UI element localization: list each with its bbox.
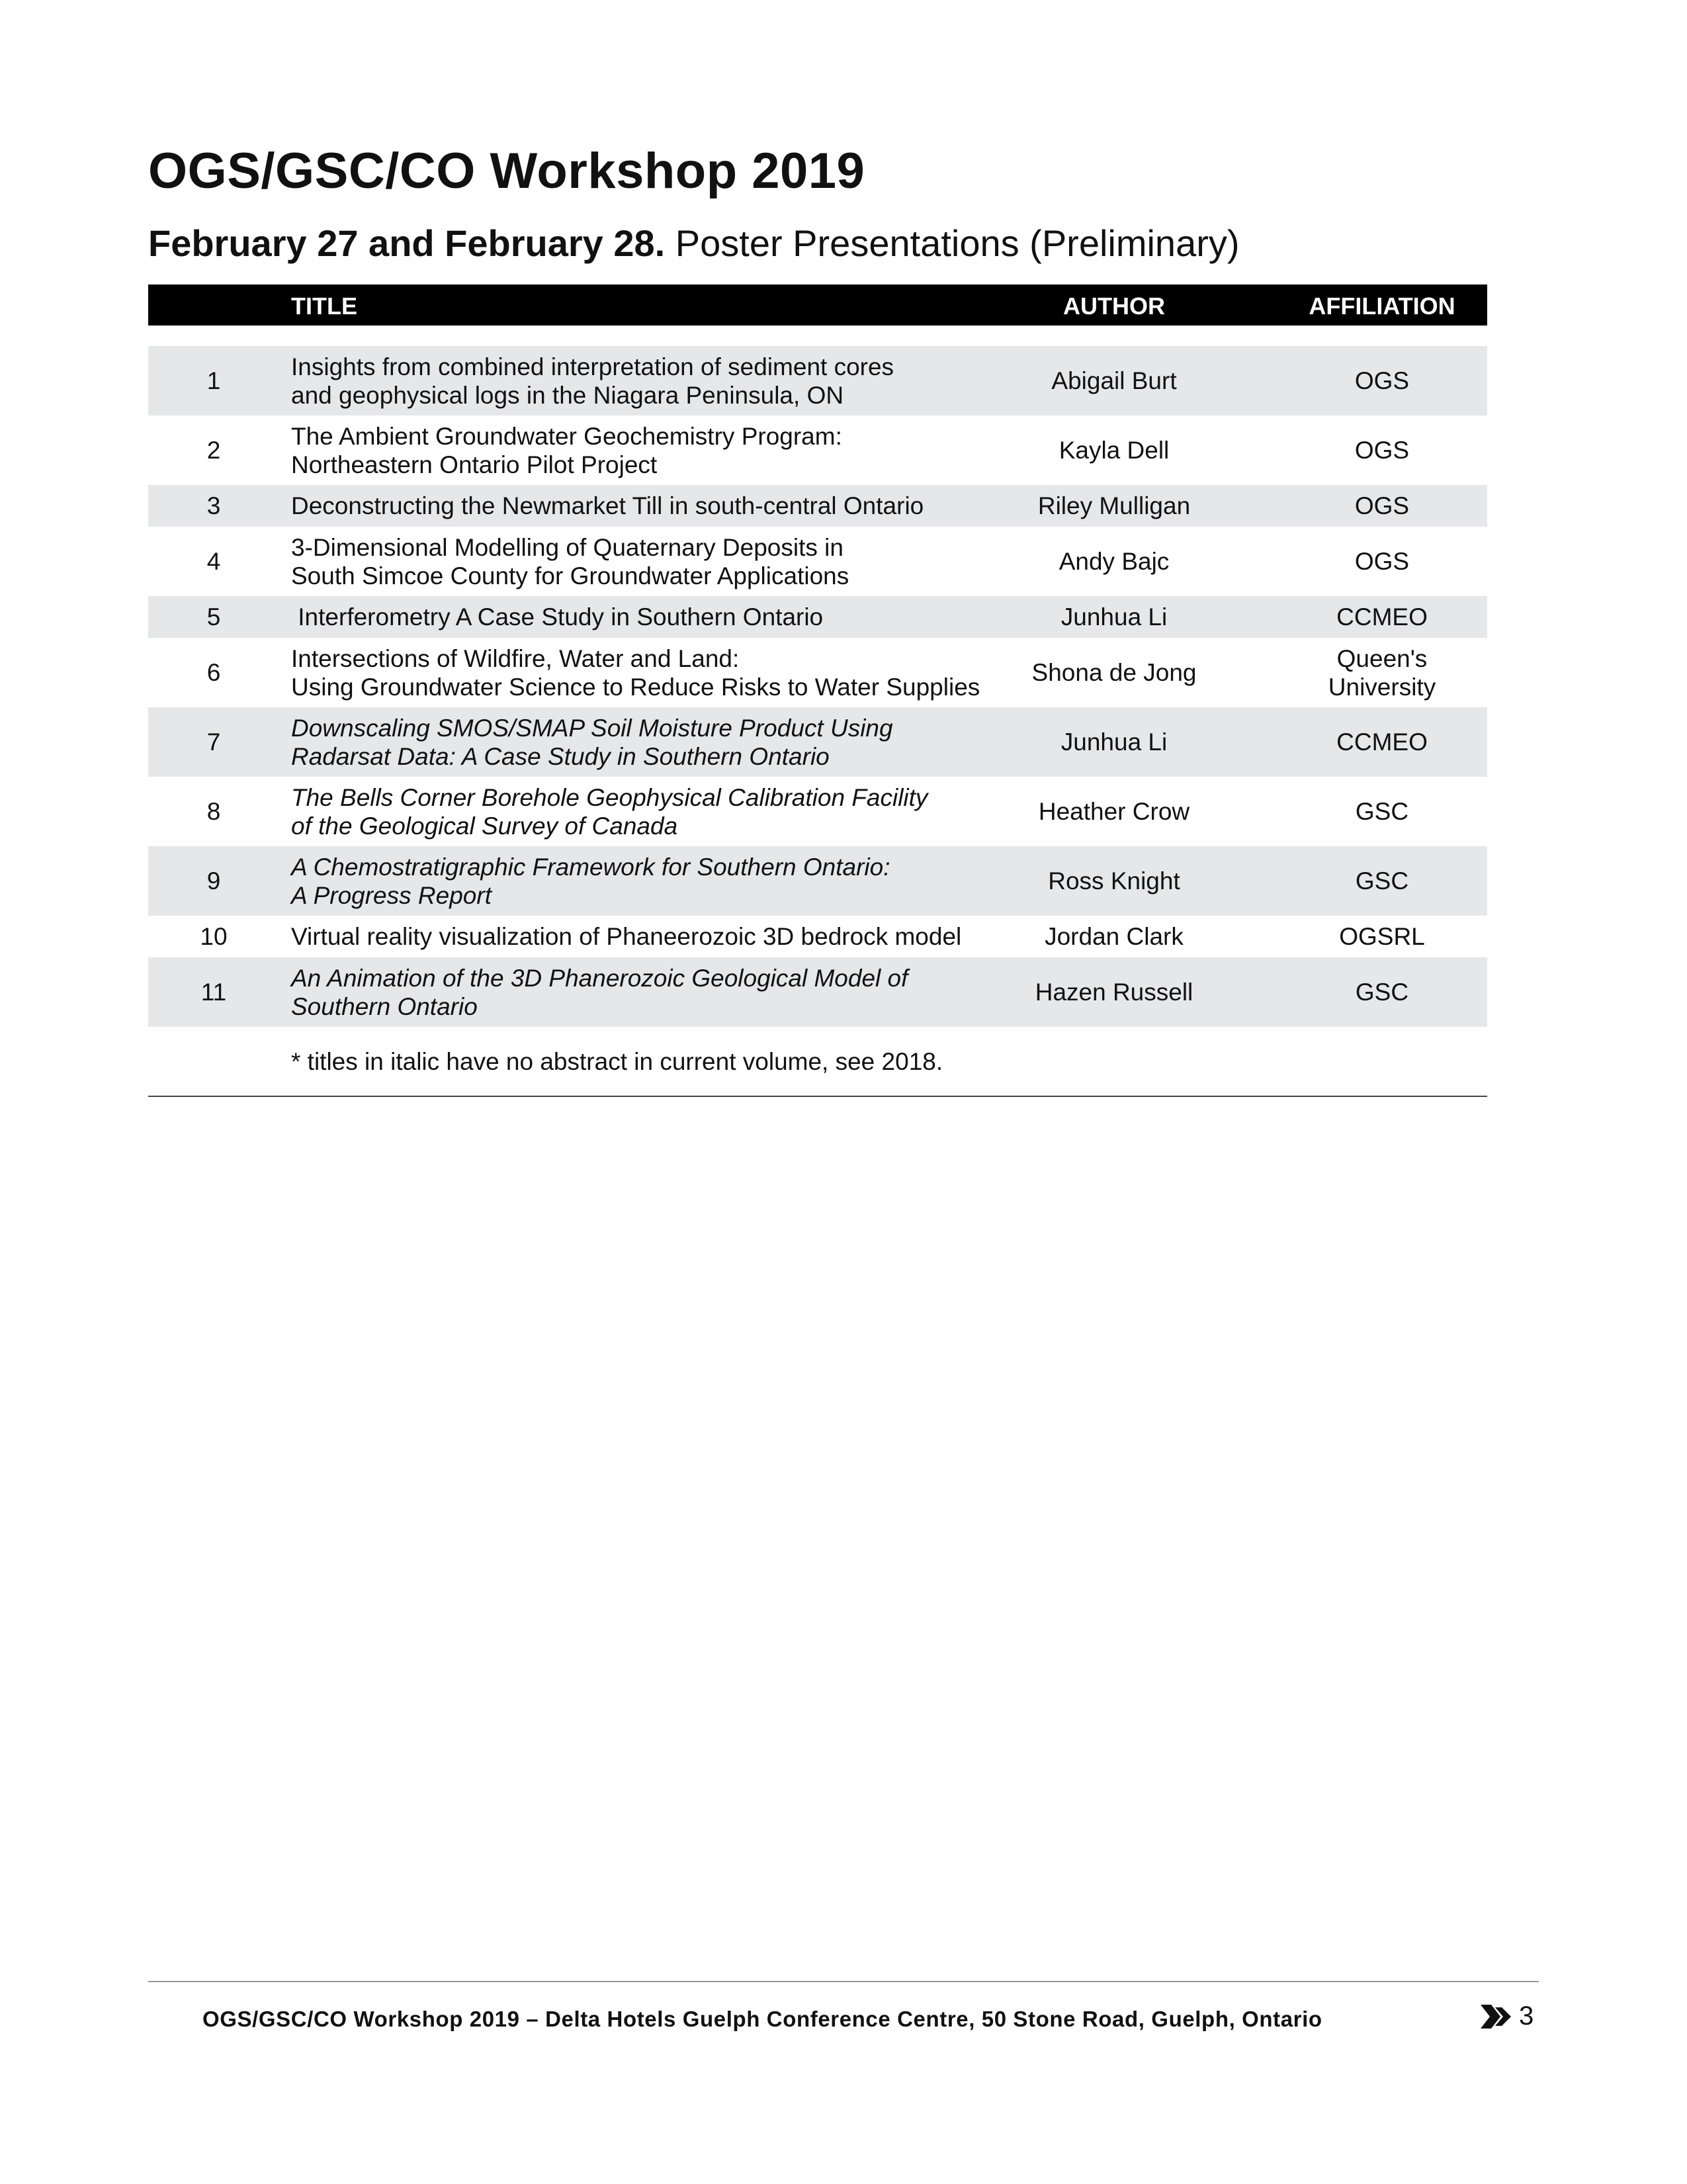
row-title-line: Downscaling SMOS/SMAP Soil Moisture Product Using <box>291 714 893 742</box>
row-title-line: Interferometry A Case Study in Southern Ontario <box>291 603 824 631</box>
row-affiliation-line: GSC <box>1355 979 1409 1006</box>
row-title-line: and geophysical logs in the Niagara Peninsula, ON <box>291 381 844 409</box>
row-affiliation-line: OGS <box>1354 437 1410 464</box>
row-number: 2 <box>206 437 221 464</box>
row-number: 4 <box>206 548 221 575</box>
table-row <box>148 846 1487 916</box>
row-affiliation-line: CCMEO <box>1336 603 1428 631</box>
row-title-line: South Simcoe County for Groundwater Applications <box>291 562 849 590</box>
row-title-line: An Animation of the 3D Phanerozoic Geological Model of <box>291 964 908 992</box>
table-row <box>148 777 1487 846</box>
page-number-block <box>1481 2001 1534 2031</box>
row-author: Riley Mulligan <box>1037 492 1191 519</box>
row-affiliation <box>1303 707 1461 777</box>
header-author: AUTHOR <box>1063 292 1165 320</box>
row-author: Andy Bajc <box>1059 548 1170 575</box>
row-affiliation-line: OGS <box>1354 367 1410 394</box>
row-title-line: Southern Ontario <box>291 992 478 1020</box>
table-row <box>148 346 1487 415</box>
row-number: 5 <box>206 603 221 631</box>
row-title-line: Deconstructing the Newmarket Till in south-central Ontario <box>291 492 924 519</box>
table-row <box>148 527 1487 596</box>
table-header <box>148 284 1487 326</box>
row-affiliation <box>1303 638 1461 707</box>
row-affiliation-line: OGSRL <box>1339 923 1425 950</box>
row-number: 1 <box>206 367 221 394</box>
row-affiliation <box>1303 777 1461 846</box>
row-affiliation <box>1303 846 1461 916</box>
row-affiliation-line: CCMEO <box>1336 728 1428 756</box>
row-number: 9 <box>206 867 221 895</box>
table-row <box>148 957 1487 1027</box>
table-row <box>148 596 1487 638</box>
row-affiliation <box>1303 346 1461 415</box>
row-affiliation-line: University <box>1328 673 1436 701</box>
row-title-line: The Ambient Groundwater Geochemistry Program: <box>291 422 842 450</box>
page-number: 3 <box>1519 2001 1534 2031</box>
row-affiliation <box>1303 527 1461 596</box>
row-title <box>291 415 1006 485</box>
row-title-line: Radarsat Data: A Case Study in Southern Ontario <box>291 742 830 770</box>
row-title-line: Intersections of Wildfire, Water and Land: <box>291 644 740 672</box>
table-bottom-rule <box>148 1096 1487 1097</box>
row-title <box>291 596 1006 638</box>
row-title-line: A Progress Report <box>291 881 492 909</box>
row-affiliation <box>1303 916 1461 957</box>
page-subtitle <box>148 222 1240 265</box>
row-title-line: A Chemostratigraphic Framework for Southern Ontario: <box>291 853 890 881</box>
row-number: 8 <box>206 798 221 825</box>
header-affiliation: AFFILIATION <box>1309 292 1455 320</box>
table-note: * titles in italic have no abstract in current volume, see 2018. <box>291 1048 943 1075</box>
row-title-line: The Bells Corner Borehole Geophysical Calibration Facility <box>291 783 928 811</box>
table-row <box>148 485 1487 527</box>
row-title <box>291 638 1006 707</box>
row-author: Junhua Li <box>1060 728 1168 756</box>
row-affiliation-line: OGS <box>1354 492 1410 519</box>
table-row <box>148 638 1487 707</box>
page-title: OGS/GSC/CO Workshop 2019 <box>148 143 865 199</box>
row-title <box>291 346 1006 415</box>
table-row <box>148 916 1487 957</box>
row-title <box>291 777 1006 846</box>
footer-rule <box>148 1981 1539 1982</box>
table-note-row <box>148 1027 1487 1096</box>
row-affiliation-line: GSC <box>1355 798 1409 825</box>
row-author: Junhua Li <box>1060 603 1168 631</box>
row-title-line: 3-Dimensional Modelling of Quaternary Deposits in <box>291 533 844 561</box>
row-affiliation <box>1303 485 1461 527</box>
row-title <box>291 846 1006 916</box>
row-author: Kayla Dell <box>1059 437 1170 464</box>
subtitle-dates: February 27 and February 28. <box>148 222 666 264</box>
row-title <box>291 527 1006 596</box>
table-row <box>148 707 1487 777</box>
row-number: 11 <box>200 979 227 1006</box>
row-affiliation <box>1303 596 1461 638</box>
row-number: 10 <box>200 923 228 950</box>
poster-table <box>148 284 1487 1097</box>
row-title-line: of the Geological Survey of Canada <box>291 812 678 840</box>
row-title-line: Northeastern Ontario Pilot Project <box>291 451 658 478</box>
row-number: 7 <box>206 728 221 756</box>
row-author: Jordan Clark <box>1045 923 1184 950</box>
row-title-line: Using Groundwater Science to Reduce Risks to Water Supplies <box>291 673 980 701</box>
row-affiliation <box>1303 957 1461 1027</box>
row-author: Hazen Russell <box>1035 979 1193 1006</box>
row-author: Shona de Jong <box>1031 659 1197 686</box>
row-author: Abigail Burt <box>1051 367 1177 394</box>
row-author: Ross Knight <box>1048 867 1180 895</box>
footer-text: OGS/GSC/CO Workshop 2019 – Delta Hotels Guelph Conference Centre, 50 Stone Road, Guelph, Ontario <box>202 2007 1322 2031</box>
row-title <box>291 485 1006 527</box>
double-chevron-right-icon <box>1481 2005 1514 2029</box>
row-title-line: Insights from combined interpretation of sediment cores <box>291 353 894 380</box>
row-affiliation-line: GSC <box>1355 867 1409 895</box>
row-affiliation-line: OGS <box>1354 548 1410 575</box>
subtitle-description: Poster Presentations (Preliminary) <box>665 222 1240 264</box>
row-affiliation <box>1303 415 1461 485</box>
row-title <box>291 957 1006 1027</box>
row-title <box>291 916 1006 957</box>
row-affiliation-line: Queen's <box>1336 644 1428 672</box>
table-body <box>148 346 1487 1027</box>
row-title-line: Virtual reality visualization of Phaneerozoic 3D bedrock model <box>291 923 962 950</box>
header-title: TITLE <box>291 292 357 320</box>
row-title <box>291 707 1006 777</box>
header-gap <box>148 326 1487 346</box>
row-number: 3 <box>206 492 221 519</box>
row-author: Heather Crow <box>1038 798 1190 825</box>
row-number: 6 <box>206 659 221 686</box>
table-row <box>148 415 1487 485</box>
